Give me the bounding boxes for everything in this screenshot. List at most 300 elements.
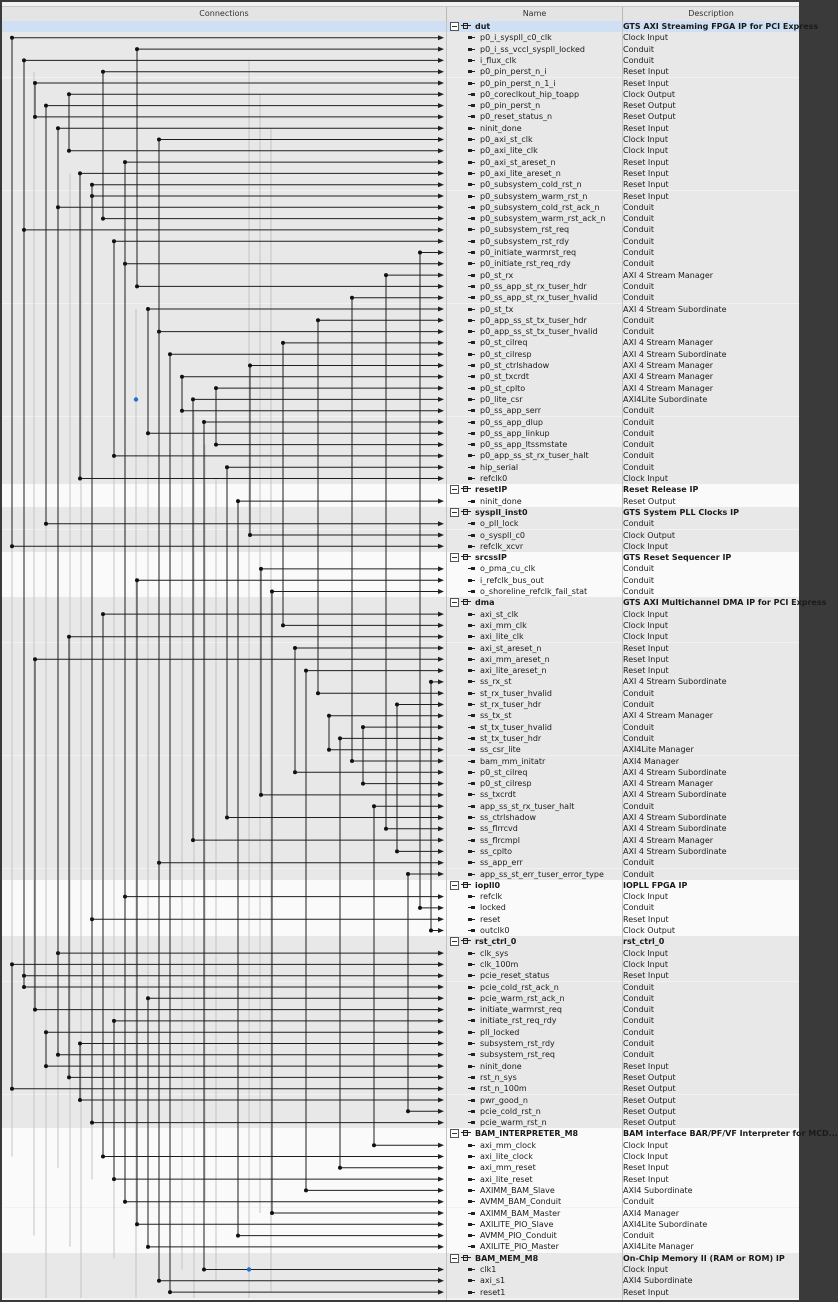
port-name: axi_mm_clock	[480, 1140, 536, 1150]
port-description: Clock Output	[623, 926, 676, 935]
port-name: p0_pin_perst_n_i	[480, 67, 547, 77]
input-port-icon	[468, 873, 475, 876]
connection-dot	[157, 1279, 161, 1283]
arrow-icon	[438, 1154, 444, 1159]
description-column-header[interactable]: Description	[688, 9, 734, 18]
input-port-icon	[468, 1144, 475, 1147]
port-description: Conduit	[623, 733, 655, 743]
connection-dot	[78, 477, 82, 481]
port-description: Reset Input	[623, 168, 669, 178]
port-description: AXI 4 Stream Subordinate	[623, 790, 727, 800]
collapse-toggle-icon[interactable]	[450, 508, 459, 517]
arrow-icon	[438, 1290, 444, 1295]
port-description: Conduit	[623, 451, 655, 461]
arrow-icon	[438, 1165, 444, 1170]
arrow-icon	[438, 239, 444, 244]
input-port-icon	[468, 861, 475, 864]
input-port-icon	[468, 82, 475, 85]
arrow-icon	[438, 792, 444, 797]
arrow-icon	[438, 465, 444, 470]
port-description: AXI4 Subordinate	[623, 1276, 693, 1286]
arrow-icon	[438, 420, 444, 425]
arrow-icon	[438, 826, 444, 831]
collapse-toggle-icon[interactable]	[450, 937, 459, 946]
port-description: Reset Input	[623, 191, 669, 201]
output-port-icon	[468, 364, 475, 367]
port-description: Conduit	[623, 587, 655, 596]
port-description: Reset Output	[623, 1095, 676, 1105]
arrow-icon	[438, 386, 444, 391]
port-name: p0_axi_lite_clk	[480, 146, 538, 156]
output-port-icon	[468, 421, 475, 424]
input-port-icon	[468, 986, 475, 989]
port-name: st_rx_tuser_hdr	[480, 700, 542, 709]
port-name: p0_subsystem_cold_rst_n	[480, 180, 582, 190]
connection-dot	[157, 138, 161, 142]
port-description: AXI 4 Stream Subordinate	[623, 304, 727, 314]
input-port-icon	[468, 228, 475, 231]
port-description: AXI 4 Stream Subordinate	[623, 846, 727, 856]
connection-dot	[44, 1030, 48, 1034]
input-port-icon	[468, 1155, 475, 1158]
port-name: AXILITE_PIO_Slave	[480, 1219, 554, 1229]
port-name: pcie_cold_rst_ack_n	[480, 982, 559, 992]
arrow-icon	[438, 250, 444, 255]
port-name: rst_n_sys	[480, 1072, 517, 1082]
input-port-icon	[468, 1291, 475, 1294]
port-description: Reset Input	[623, 971, 669, 981]
arrow-icon	[438, 453, 444, 458]
port-description: Clock Input	[623, 1265, 668, 1274]
input-port-icon	[468, 1065, 475, 1068]
port-description: Conduit	[623, 214, 655, 224]
input-port-icon	[468, 997, 475, 1000]
connections-column-header[interactable]: Connections	[199, 9, 249, 18]
port-description: Conduit	[623, 236, 655, 246]
arrow-icon	[438, 160, 444, 165]
arrow-icon	[438, 679, 444, 684]
port-name: pcie_reset_status	[480, 971, 550, 981]
arrow-icon	[438, 1064, 444, 1069]
connection-dot	[10, 962, 14, 966]
connection-dot	[236, 499, 240, 503]
input-port-icon	[468, 680, 475, 683]
port-description: Conduit	[623, 869, 655, 879]
port-name: ninit_done	[480, 1061, 522, 1071]
arrow-icon	[438, 612, 444, 617]
port-description: Clock Input	[623, 33, 668, 43]
arrow-icon	[438, 352, 444, 357]
connection-wires[interactable]	[2, 2, 446, 1300]
output-port-icon	[468, 274, 475, 277]
arrow-icon	[438, 1098, 444, 1103]
arrow-icon	[438, 1211, 444, 1216]
connection-dot	[270, 1211, 274, 1215]
connection-dot	[429, 929, 433, 933]
output-port-icon	[468, 104, 475, 107]
port-description: Clock Input	[623, 146, 668, 156]
port-name: p0_axi_st_clk	[480, 135, 533, 144]
input-port-icon	[468, 1279, 475, 1282]
connection-dot	[270, 590, 274, 594]
port-description: Clock Output	[623, 89, 676, 99]
name-column-header[interactable]: Name	[522, 9, 547, 18]
port-name: o_pll_lock	[480, 519, 519, 529]
component-icon	[461, 23, 471, 29]
connection-dot	[225, 816, 229, 820]
arrow-icon	[438, 702, 444, 707]
output-port-icon	[468, 217, 475, 220]
connection-dot	[338, 1166, 342, 1170]
component-name: dut	[475, 22, 491, 31]
connection-dot	[372, 1143, 376, 1147]
arrow-icon	[438, 227, 444, 232]
output-port-icon	[468, 726, 475, 729]
connection-dot	[112, 454, 116, 458]
port-name: p0_subsystem_warm_rst_ack_n	[480, 214, 606, 224]
arrow-icon	[438, 81, 444, 86]
input-port-icon	[468, 635, 475, 638]
connection-dot	[135, 1222, 139, 1226]
collapse-toggle-icon[interactable]	[450, 598, 459, 607]
connection-dot	[112, 239, 116, 243]
port-description: Conduit	[623, 688, 655, 698]
port-description: Conduit	[623, 1005, 655, 1015]
port-name: p0_ss_app_serr	[480, 406, 542, 416]
output-port-icon	[468, 839, 475, 842]
connection-dot	[180, 409, 184, 413]
arrow-icon	[438, 216, 444, 221]
port-description: AXI4Lite Manager	[623, 1242, 694, 1252]
input-port-icon	[468, 816, 475, 819]
port-name: ss_tx_st	[480, 711, 512, 721]
arrow-icon	[438, 815, 444, 820]
port-name: p0_st_cilresp	[480, 349, 532, 359]
input-port-icon	[468, 963, 475, 966]
arrow-icon	[438, 1177, 444, 1182]
connection-dot	[259, 567, 263, 571]
arrow-icon	[438, 566, 444, 571]
input-port-icon	[468, 850, 475, 853]
connection-dot	[168, 352, 172, 356]
connection-dot	[22, 228, 26, 232]
component-icon	[461, 599, 471, 605]
port-description: Clock Input	[623, 632, 668, 642]
input-port-icon	[468, 1234, 475, 1237]
arrow-icon	[438, 431, 444, 436]
port-name: rst_n_100m	[480, 1084, 527, 1094]
arrow-icon	[438, 973, 444, 978]
connection-dot	[123, 160, 127, 164]
input-port-icon	[468, 36, 475, 39]
arrow-icon	[438, 1086, 444, 1091]
port-name: ss_csr_lite	[480, 745, 521, 755]
port-name: app_ss_st_err_tuser_error_type	[480, 869, 604, 879]
connection-dot	[146, 996, 150, 1000]
input-port-icon	[468, 330, 475, 333]
connection-dot	[44, 104, 48, 108]
connection-dot	[135, 284, 139, 288]
input-port-icon	[468, 149, 475, 152]
port-name: st_tx_tuser_hdr	[480, 733, 542, 743]
port-name: p0_initiate_warmrst_req	[480, 248, 577, 257]
connection-dot	[361, 725, 365, 729]
connection-dot	[90, 183, 94, 187]
connection-dot	[236, 1234, 240, 1238]
port-description: Reset Input	[623, 643, 669, 653]
connection-dot	[304, 669, 308, 673]
arrow-icon	[438, 646, 444, 651]
output-port-icon	[468, 1076, 475, 1079]
port-name: outclk0	[480, 926, 510, 935]
port-description: Conduit	[623, 903, 655, 913]
connection-dot	[191, 397, 195, 401]
collapse-toggle-icon[interactable]	[450, 1254, 459, 1263]
connection-dot	[316, 691, 320, 695]
port-name: p0_st_cilreq	[480, 338, 528, 348]
port-name: ss_flrrcvd	[480, 824, 518, 834]
port-name: ss_ctrlshadow	[480, 813, 537, 822]
output-port-icon	[468, 1110, 475, 1113]
port-name: p0_ss_app_st_rx_tuser_hvalid	[480, 293, 598, 303]
arrow-icon	[438, 1075, 444, 1080]
arrow-icon	[438, 1007, 444, 1012]
port-description: Reset Input	[623, 1061, 669, 1071]
connection-dot	[191, 838, 195, 842]
connection-dot	[214, 386, 218, 390]
collapse-toggle-icon[interactable]	[450, 1129, 459, 1138]
port-name: axi_s1	[480, 1276, 506, 1286]
port-description: Reset Output	[623, 496, 676, 506]
port-description: Conduit	[623, 722, 655, 732]
connection-dot	[112, 1019, 116, 1023]
connection-dot	[101, 612, 105, 616]
port-description: GTS AXI Streaming FPGA IP for PCI Express	[623, 22, 819, 31]
input-port-icon	[468, 952, 475, 955]
port-name: p0_i_syspll_c0_clk	[480, 33, 552, 43]
arrow-icon	[438, 533, 444, 538]
connection-dot	[56, 205, 60, 209]
port-description: AXI 4 Stream Subordinate	[623, 349, 727, 359]
output-port-icon	[468, 1053, 475, 1056]
connection-dot	[281, 341, 285, 345]
connection-dot	[316, 318, 320, 322]
input-port-icon	[468, 138, 475, 141]
port-name: ss_txcrdt	[480, 790, 516, 800]
arrow-icon	[438, 273, 444, 278]
port-description: IOPLL FPGA IP	[623, 880, 688, 890]
port-description: Clock Input	[623, 1140, 668, 1150]
component-name: BAM_MEM_M8	[475, 1253, 539, 1263]
port-description: Conduit	[623, 440, 655, 450]
port-description: Conduit	[623, 1027, 655, 1037]
port-name: pwr_good_n	[480, 1095, 528, 1105]
output-port-icon	[468, 522, 475, 525]
input-port-icon	[468, 319, 475, 322]
port-description: Reset Input	[623, 1163, 669, 1173]
input-port-icon	[468, 669, 475, 672]
input-port-icon	[468, 308, 475, 311]
arrow-icon	[438, 917, 444, 922]
port-description: AXI 4 Stream Manager	[623, 779, 714, 789]
connection-dot	[327, 714, 331, 718]
component-name: syspll_inst0	[475, 507, 528, 517]
connection-dot	[214, 443, 218, 447]
port-description: Conduit	[623, 55, 655, 65]
connection-dot	[395, 849, 399, 853]
port-description: GTS System PLL Clocks IP	[623, 507, 739, 517]
input-port-icon	[468, 647, 475, 650]
port-name: axi_lite_areset_n	[480, 666, 547, 676]
input-port-icon	[468, 1042, 475, 1045]
collapse-toggle-icon[interactable]	[450, 22, 459, 31]
port-name: axi_lite_clk	[480, 632, 524, 642]
arrow-icon	[438, 928, 444, 933]
output-port-icon	[468, 1019, 475, 1022]
input-port-icon	[468, 59, 475, 62]
input-port-icon	[468, 70, 475, 73]
connection-dot	[67, 149, 71, 153]
port-description: Conduit	[623, 1231, 655, 1241]
port-description: Conduit	[623, 281, 655, 291]
port-name: o_syspll_c0	[480, 530, 525, 540]
input-port-icon	[468, 477, 475, 480]
arrow-icon	[438, 781, 444, 786]
port-description: Reset Input	[623, 1174, 669, 1184]
input-port-icon	[468, 1223, 475, 1226]
component-name: dma	[475, 598, 495, 608]
port-description: AXI 4 Stream Subordinate	[623, 767, 727, 777]
port-name: axi_mm_areset_n	[480, 654, 550, 664]
input-port-icon	[468, 1008, 475, 1011]
system-connections-panel	[2, 2, 838, 1300]
port-name: p0_app_ss_st_tx_tuser_hvalid	[480, 327, 598, 337]
output-port-icon	[468, 206, 475, 209]
input-port-icon	[468, 1200, 475, 1203]
connection-dot	[67, 1075, 71, 1079]
port-name: pcie_warm_rst_n	[480, 1118, 547, 1128]
port-description: AXI 4 Stream Manager	[623, 361, 714, 370]
output-port-icon	[468, 1121, 475, 1124]
port-name: i_refclk_bus_out	[480, 575, 544, 585]
port-name: subsystem_rst_rdy	[480, 1039, 555, 1048]
arrow-icon	[438, 103, 444, 108]
arrow-icon	[438, 747, 444, 752]
port-description: Reset Input	[623, 78, 669, 88]
input-port-icon	[468, 454, 475, 457]
connection-dot	[22, 58, 26, 62]
connection-dot	[202, 420, 206, 424]
port-name: axi_st_areset_n	[480, 643, 542, 653]
connection-dot	[225, 465, 229, 469]
component-icon	[461, 1130, 471, 1136]
output-port-icon	[468, 782, 475, 785]
component-icon	[461, 486, 471, 492]
port-description: Clock Input	[623, 892, 668, 902]
port-description: Conduit	[623, 293, 655, 303]
arrow-icon	[438, 1188, 444, 1193]
input-port-icon	[468, 183, 475, 186]
port-name: st_rx_tuser_hvalid	[480, 688, 552, 698]
port-description: AXI 4 Stream Manager	[623, 711, 714, 721]
arrow-icon	[438, 374, 444, 379]
connection-dot	[123, 1200, 127, 1204]
connection-dot	[135, 47, 139, 51]
connection-dot	[259, 793, 263, 797]
port-description: AXI4Lite Manager	[623, 745, 694, 755]
arrow-icon	[438, 261, 444, 266]
port-name: AXIMM_BAM_Slave	[480, 1185, 555, 1195]
arrow-icon	[438, 284, 444, 289]
port-description: AXI4 Manager	[623, 756, 680, 766]
collapse-toggle-icon[interactable]	[450, 881, 459, 890]
port-description: rst_ctrl_0	[623, 937, 665, 947]
port-name: AXIMM_BAM_Master	[480, 1208, 561, 1218]
port-description: AXI 4 Stream Manager	[623, 338, 714, 348]
output-port-icon	[468, 737, 475, 740]
port-name: ss_flrcmpl	[480, 835, 520, 845]
port-description: Reset Input	[623, 123, 669, 133]
component-icon	[461, 938, 471, 944]
connection-dot	[33, 657, 37, 661]
port-description: Conduit	[623, 1016, 655, 1026]
connection-dot	[248, 533, 252, 537]
arrow-icon	[438, 1041, 444, 1046]
arrow-icon	[438, 1222, 444, 1227]
port-description: Conduit	[623, 44, 655, 54]
port-description: Reset Input	[623, 666, 669, 676]
connection-dot	[418, 906, 422, 910]
connection-dot	[33, 81, 37, 85]
connection-dot	[56, 126, 60, 130]
port-name: st_tx_tuser_hvalid	[480, 722, 552, 732]
port-name: p0_coreclkout_hip_toapp	[480, 89, 580, 99]
input-port-icon	[468, 895, 475, 898]
input-port-icon	[468, 1178, 475, 1181]
port-description: Clock Input	[623, 474, 668, 483]
port-description: AXI 4 Stream Subordinate	[623, 677, 727, 687]
arrow-icon	[438, 872, 444, 877]
collapse-toggle-icon[interactable]	[450, 553, 459, 562]
port-name: p0_ss_app_dlup	[480, 417, 544, 427]
port-name: ss_app_err	[480, 858, 523, 868]
port-description: AXI 4 Stream Subordinate	[623, 813, 727, 822]
output-port-icon	[468, 748, 475, 751]
output-port-icon	[468, 714, 475, 717]
output-port-icon	[468, 466, 475, 469]
port-description: Clock Output	[623, 530, 676, 540]
port-name: ninit_done	[480, 496, 522, 506]
output-port-icon	[468, 93, 475, 96]
output-port-icon	[468, 409, 475, 412]
connection-dot	[101, 217, 105, 221]
input-port-icon	[468, 172, 475, 175]
connection-dot	[304, 1188, 308, 1192]
port-description: Conduit	[623, 202, 655, 212]
port-name: p0_axi_lite_areset_n	[480, 168, 561, 178]
port-description: Clock Input	[623, 620, 668, 630]
component-icon	[461, 1255, 471, 1261]
arrow-icon	[438, 47, 444, 52]
port-name: axi_lite_clock	[480, 1152, 533, 1161]
input-port-icon	[468, 658, 475, 661]
port-name: p0_st_ctrlshadow	[480, 361, 550, 370]
input-port-icon	[468, 48, 475, 51]
collapse-toggle-icon[interactable]	[450, 485, 459, 494]
port-name: reset1	[480, 1287, 506, 1297]
arrow-icon	[438, 340, 444, 345]
output-port-icon	[468, 115, 475, 118]
